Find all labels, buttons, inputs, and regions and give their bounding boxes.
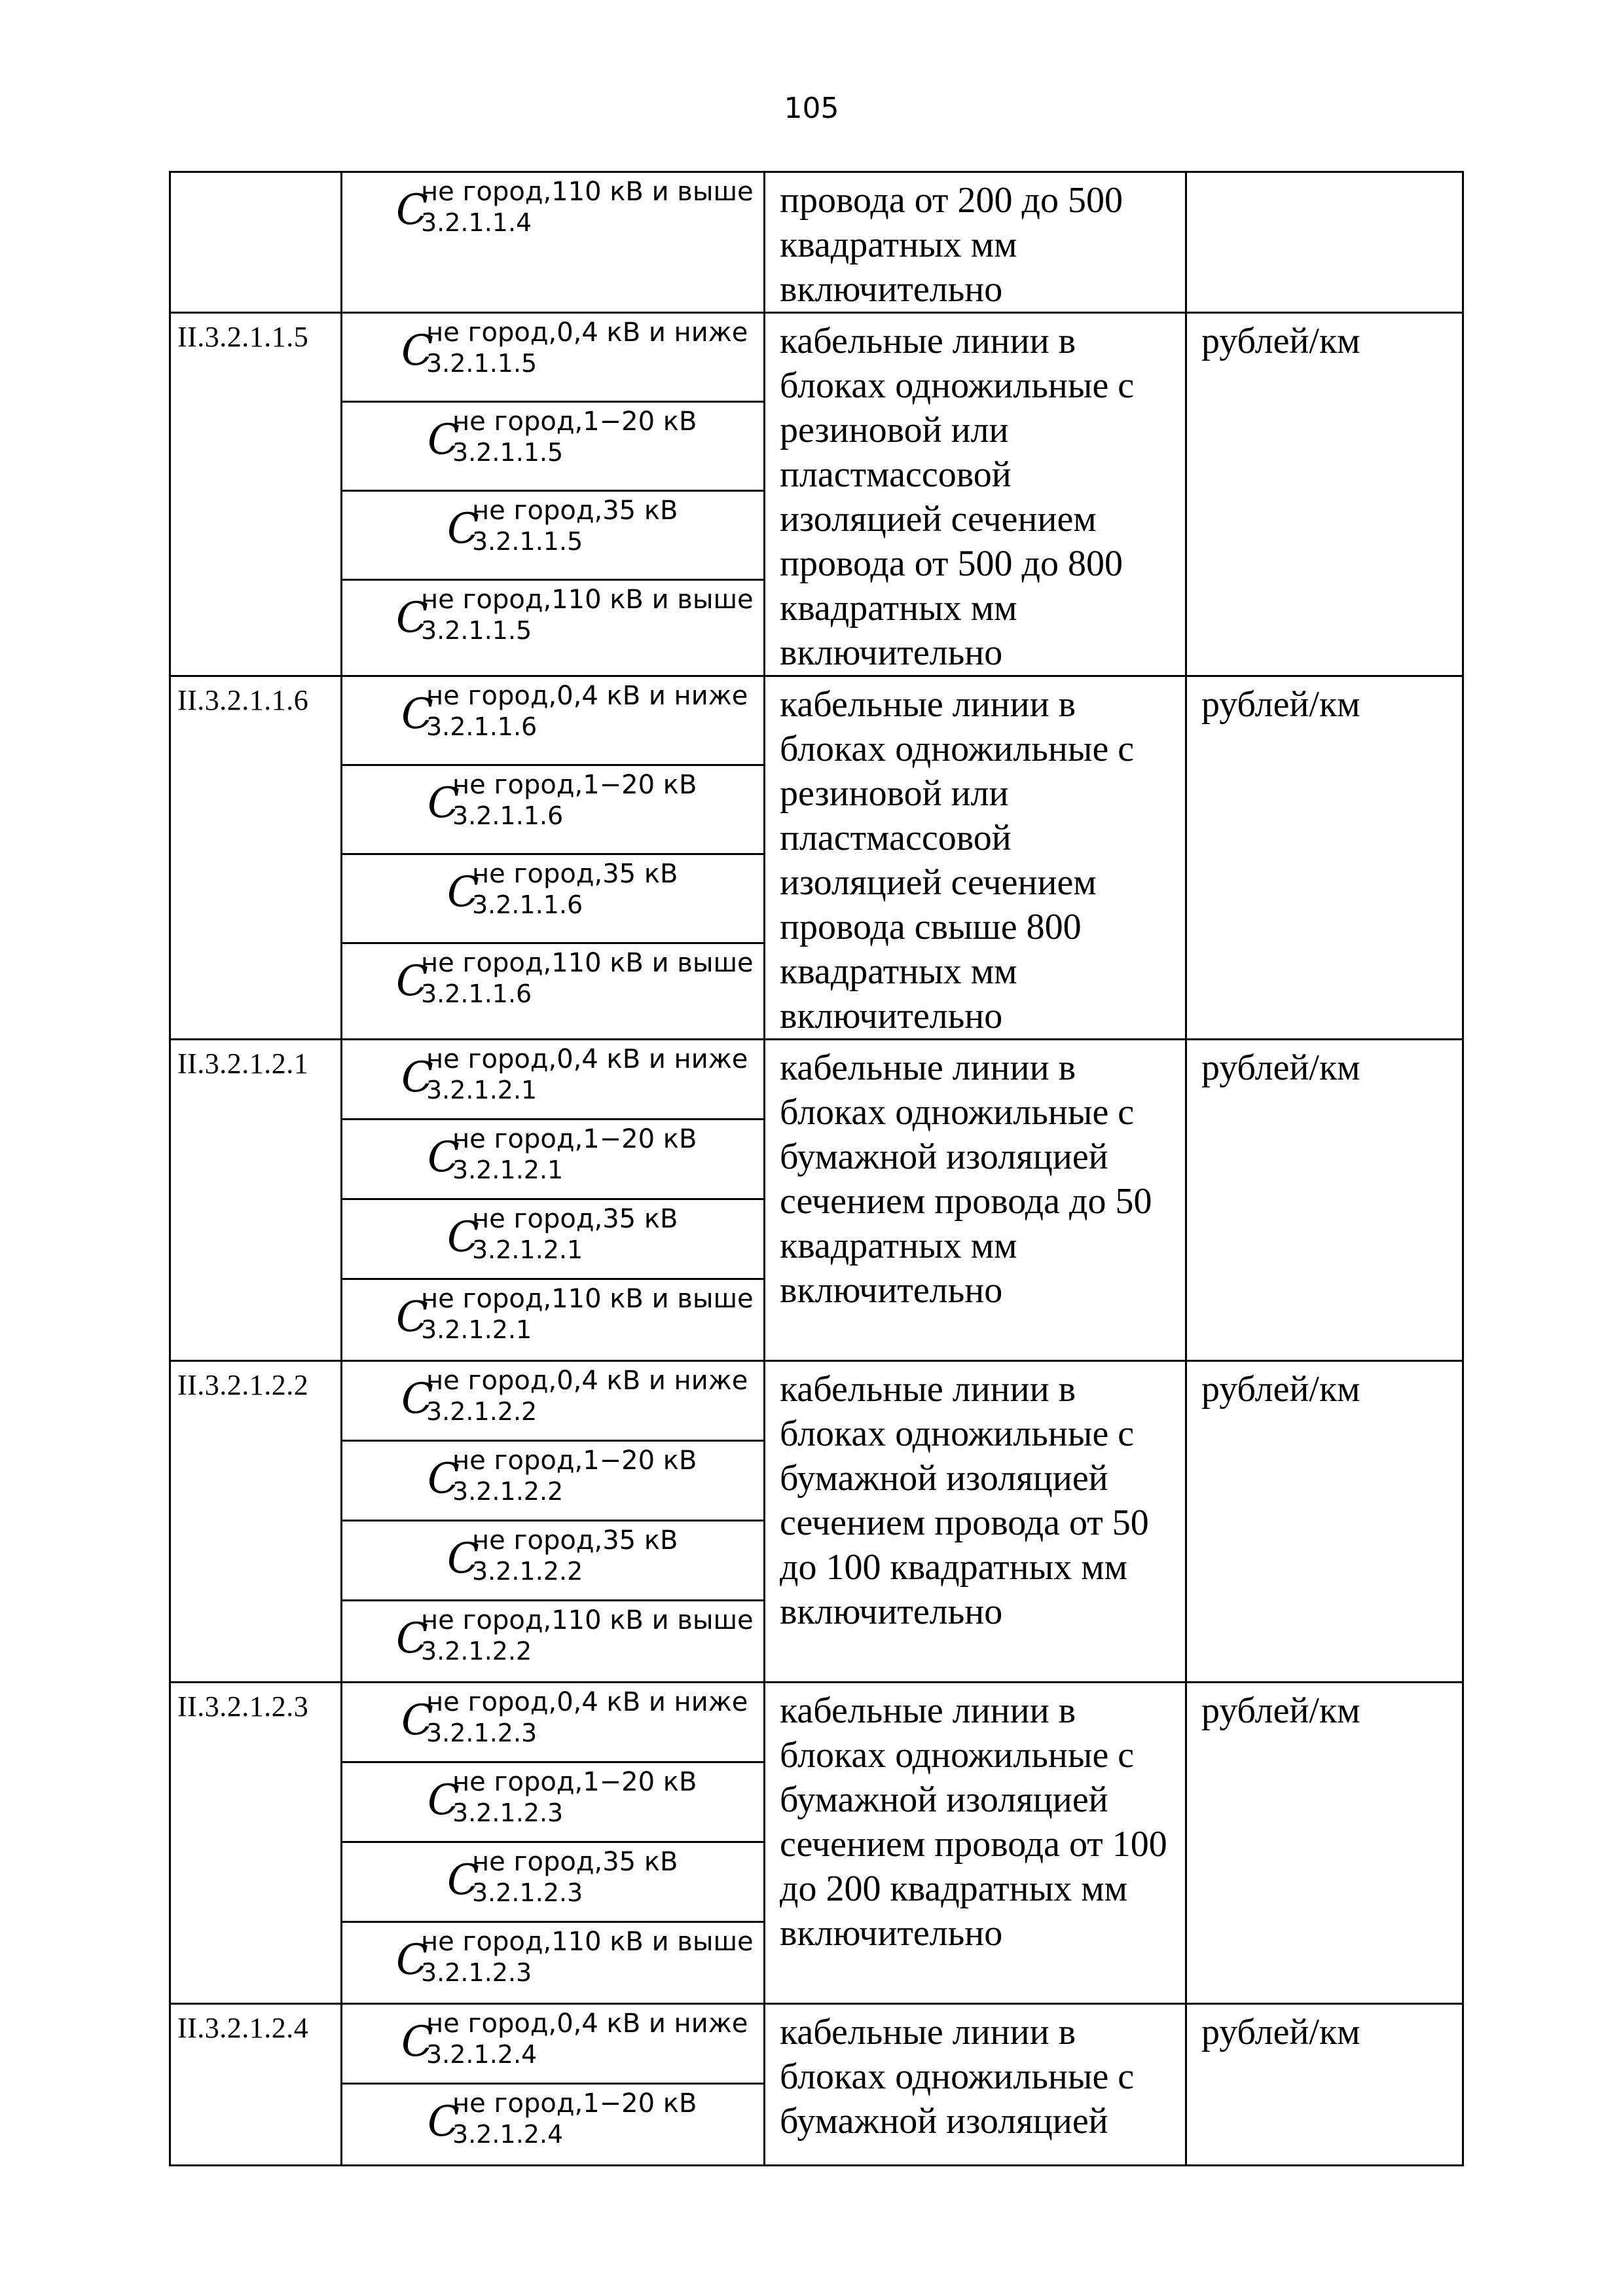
row-description: кабельные линии в блоках одножильные с резиновой или пластмассовой изоляцией сечением провода свыше 800 квадратных мм включительно	[765, 676, 1186, 1040]
rate-symbol	[342, 766, 763, 855]
page-number: 105	[784, 92, 839, 125]
symbol-superscript: не город,0,4 кВ и ниже	[426, 1044, 748, 1074]
row-code: II.3.2.1.2.4	[170, 2004, 342, 2166]
symbol-cell	[342, 313, 765, 676]
symbol-subscript: 3.2.1.1.6	[472, 890, 583, 919]
symbol-superscript: не город,1−20 кВ	[452, 2088, 697, 2119]
c-symbol: C	[447, 868, 479, 917]
symbol-subscript: 3.2.1.2.1	[426, 1076, 538, 1104]
symbol-subscript: 3.2.1.2.3	[472, 1878, 583, 1907]
rate-symbol	[342, 855, 763, 944]
symbol-subscript: 3.2.1.2.2	[426, 1397, 538, 1426]
symbol-superscript: не город,110 кВ и выше	[421, 948, 754, 978]
rate-symbol	[342, 1040, 763, 1120]
symbol-superscript: не город,0,4 кВ и ниже	[426, 2009, 748, 2039]
symbol-subscript: 3.2.1.2.2	[452, 1477, 564, 1506]
symbol-subscript: 3.2.1.2.1	[472, 1235, 583, 1264]
symbol-superscript: не город,35 кВ	[472, 1847, 678, 1877]
row-unit: рублей/км	[1186, 1040, 1463, 1361]
rate-symbol	[342, 1522, 763, 1601]
c-symbol: C	[396, 594, 428, 642]
row-code: II.3.2.1.2.1	[170, 1040, 342, 1361]
symbol-subscript: 3.2.1.2.3	[426, 1719, 538, 1747]
symbol-superscript: не город,110 кВ и выше	[421, 1927, 754, 1957]
symbol-cell	[342, 2004, 765, 2166]
rate-symbol	[342, 1683, 763, 1763]
symbol-superscript: не город,110 кВ и выше	[421, 1605, 754, 1635]
symbol-subscript: 3.2.1.1.4	[421, 208, 532, 237]
symbol-subscript: 3.2.1.2.1	[452, 1156, 564, 1184]
symbol-subscript: 3.2.1.2.1	[421, 1315, 532, 1344]
row-code: II.3.2.1.2.3	[170, 1683, 342, 2004]
symbol-superscript: не город,35 кВ	[472, 859, 678, 889]
table-row	[170, 2004, 1463, 2166]
rate-symbol	[342, 173, 763, 304]
rate-symbol	[342, 1601, 763, 1681]
table-row	[170, 313, 1463, 676]
row-unit: рублей/км	[1186, 1683, 1463, 2004]
symbol-subscript: 3.2.1.1.6	[452, 801, 564, 830]
c-symbol: C	[447, 505, 479, 553]
rate-symbol	[342, 1120, 763, 1200]
rate-symbol	[342, 1442, 763, 1522]
symbol-superscript: не город,35 кВ	[472, 496, 678, 526]
row-description: кабельные линии в блоках одножильные с бумажной изоляцией сечением провода от 50 до 100 квадратных мм включительно	[765, 1361, 1186, 1683]
symbol-superscript: не город,1−20 кВ	[452, 407, 697, 437]
rate-symbol	[342, 1280, 763, 1360]
symbol-subscript: 3.2.1.2.2	[472, 1557, 583, 1586]
symbol-subscript: 3.2.1.2.4	[452, 2120, 564, 2149]
table-row	[170, 172, 1463, 313]
symbol-superscript: не город,0,4 кВ и ниже	[426, 681, 748, 711]
symbol-subscript: 3.2.1.1.6	[421, 979, 532, 1008]
symbol-cell	[342, 1361, 765, 1683]
symbol-subscript: 3.2.1.1.5	[472, 527, 583, 556]
c-symbol: C	[401, 1696, 433, 1745]
rate-symbol	[342, 1362, 763, 1442]
row-code: II.3.2.1.1.5	[170, 313, 342, 676]
tariff-table	[169, 171, 1464, 2166]
row-description: провода от 200 до 500 квадратных мм включительно	[765, 172, 1186, 313]
symbol-subscript: 3.2.1.1.5	[452, 438, 564, 467]
row-unit: рублей/км	[1186, 676, 1463, 1040]
symbol-subscript: 3.2.1.2.2	[421, 1637, 532, 1666]
rate-symbol	[342, 314, 763, 403]
row-description: кабельные линии в блоках одножильные с бумажной изоляцией сечением провода от 100 до 200 квадратных мм включительно	[765, 1683, 1186, 2004]
c-symbol: C	[447, 1213, 479, 1262]
symbol-superscript: не город,110 кВ и выше	[421, 177, 754, 207]
row-code	[170, 172, 342, 313]
rate-symbol	[342, 403, 763, 492]
row-unit: рублей/км	[1186, 313, 1463, 676]
rate-symbol	[342, 1843, 763, 1923]
c-symbol: C	[396, 1293, 428, 1341]
rate-symbol	[342, 1763, 763, 1843]
c-symbol: C	[428, 1455, 460, 1503]
rate-symbol	[342, 2005, 763, 2085]
rate-symbol	[342, 492, 763, 581]
row-description: кабельные линии в блоках одножильные с резиновой или пластмассовой изоляцией сечением провода от 500 до 800 квадратных мм включительно	[765, 313, 1186, 676]
row-code: II.3.2.1.1.6	[170, 676, 342, 1040]
symbol-subscript: 3.2.1.1.5	[426, 349, 538, 378]
table-row	[170, 1683, 1463, 2004]
c-symbol: C	[401, 690, 433, 738]
symbol-subscript: 3.2.1.1.5	[421, 616, 532, 645]
symbol-superscript: не город,110 кВ и выше	[421, 1284, 754, 1314]
symbol-superscript: не город,35 кВ	[472, 1525, 678, 1556]
c-symbol: C	[428, 416, 460, 464]
symbol-subscript: 3.2.1.2.4	[426, 2040, 538, 2069]
rate-symbol	[342, 1923, 763, 2003]
c-symbol: C	[396, 957, 428, 1006]
symbol-subscript: 3.2.1.2.3	[421, 1958, 532, 1987]
c-symbol: C	[396, 1936, 428, 1984]
row-unit: рублей/км	[1186, 1361, 1463, 1683]
symbol-cell	[342, 172, 765, 313]
symbol-subscript: 3.2.1.1.6	[426, 712, 538, 741]
symbol-superscript: не город,1−20 кВ	[452, 1446, 697, 1476]
c-symbol: C	[428, 2098, 460, 2146]
rate-symbol	[342, 1200, 763, 1280]
symbol-superscript: не город,1−20 кВ	[452, 1767, 697, 1797]
rate-symbol	[342, 677, 763, 766]
symbol-cell	[342, 1683, 765, 2004]
symbol-superscript: не город,0,4 кВ и ниже	[426, 1687, 748, 1717]
c-symbol: C	[401, 1375, 433, 1423]
c-symbol: C	[401, 2018, 433, 2066]
c-symbol: C	[401, 327, 433, 375]
rate-symbol	[342, 2085, 763, 2164]
row-unit: рублей/км	[1186, 2004, 1463, 2166]
symbol-superscript: не город,1−20 кВ	[452, 1124, 697, 1154]
c-symbol: C	[428, 1133, 460, 1182]
symbol-superscript: не город,0,4 кВ и ниже	[426, 318, 748, 348]
row-description: кабельные линии в блоках одножильные с бумажной изоляцией	[765, 2004, 1186, 2166]
rate-symbol	[342, 581, 763, 670]
symbol-cell	[342, 1040, 765, 1361]
c-symbol: C	[447, 1856, 479, 1904]
symbol-superscript: не город,110 кВ и выше	[421, 585, 754, 615]
c-symbol: C	[396, 186, 428, 234]
c-symbol: C	[447, 1535, 479, 1583]
row-description: кабельные линии в блоках одножильные с бумажной изоляцией сечением провода до 50 квадратных мм включительно	[765, 1040, 1186, 1361]
symbol-superscript: не город,0,4 кВ и ниже	[426, 1366, 748, 1396]
symbol-subscript: 3.2.1.2.3	[452, 1798, 564, 1827]
c-symbol: C	[396, 1614, 428, 1663]
c-symbol: C	[401, 1053, 433, 1102]
symbol-cell	[342, 676, 765, 1040]
table-row	[170, 1361, 1463, 1683]
row-code: II.3.2.1.2.2	[170, 1361, 342, 1683]
c-symbol: C	[428, 779, 460, 828]
rate-symbol	[342, 944, 763, 1033]
table-row	[170, 676, 1463, 1040]
c-symbol: C	[428, 1776, 460, 1825]
symbol-superscript: не город,1−20 кВ	[452, 770, 697, 800]
row-unit	[1186, 172, 1463, 313]
symbol-superscript: не город,35 кВ	[472, 1204, 678, 1234]
table-row	[170, 1040, 1463, 1361]
